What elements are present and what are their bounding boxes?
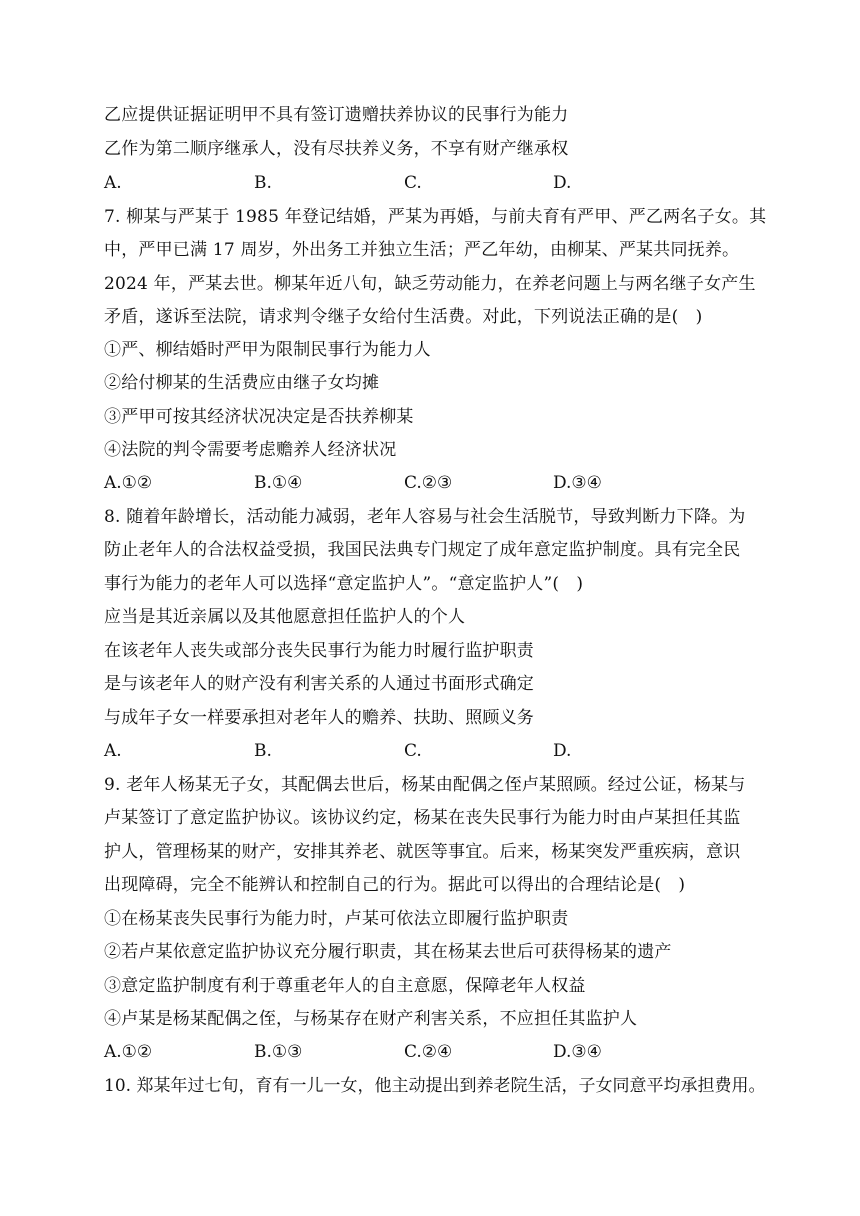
q9-option-d[interactable]: D.③④ xyxy=(553,1042,602,1062)
q7-option-d[interactable]: D.③④ xyxy=(553,473,602,493)
q7-options xyxy=(104,466,744,500)
q9-stem-line-2: 卢某签订了意定监护协议。该协议约定，杨某在丧失民事行为能力时由卢某担任其监 xyxy=(104,808,741,828)
q9-stem-line-1: 9. 老年人杨某无子女，其配偶去世后，杨某由配偶之侄卢某照顾。经过公证，杨某与 xyxy=(104,775,746,795)
q8-item-1: 应当是其近亲属以及其他愿意担任监护人的个人 xyxy=(104,607,466,627)
q8-option-a[interactable]: A. xyxy=(104,741,122,761)
q7-stem-line-3: 2024 年，严某去世。柳某年近八旬，缺乏劳动能力，在养老问题上与两名继子女产生 xyxy=(104,274,756,294)
q9-option-c[interactable]: C.②④ xyxy=(404,1042,453,1062)
q7-item-3: ③严甲可按其经济状况决定是否扶养柳某 xyxy=(104,407,414,427)
q6-options xyxy=(104,166,744,200)
q7-stem-line-2: 中，严甲已满 17 周岁，外出务工并独立生活；严乙年幼，由柳某、严某共同抚养。 xyxy=(104,240,740,260)
q9-stem-line-4: 出现障碍，完全不能辨认和控制自己的行为。据此可以得出的合理结论是( ) xyxy=(104,875,686,895)
q7-item-2: ②给付柳某的生活费应由继子女均摊 xyxy=(104,373,380,393)
q8-options xyxy=(104,734,744,768)
q7-option-a[interactable]: A.①② xyxy=(104,473,153,493)
q6-option-c[interactable]: C. xyxy=(404,173,422,193)
q6-option-a[interactable]: A. xyxy=(104,173,122,193)
q6-option-b[interactable]: B. xyxy=(254,173,272,193)
q9-item-4: ④卢某是杨某配偶之侄，与杨某存在财产利害关系，不应担任其监护人 xyxy=(104,1009,638,1029)
q8-item-2: 在该老年人丧失或部分丧失民事行为能力时履行监护职责 xyxy=(104,641,534,661)
q7-item-4: ④法院的判令需要考虑赡养人经济状况 xyxy=(104,440,397,460)
q7-option-b[interactable]: B.①④ xyxy=(254,473,303,493)
q9-item-1: ①在杨某丧失民事行为能力时，卢某可依法立即履行监护职责 xyxy=(104,909,569,929)
q6-item-3: 乙应提供证据证明甲不具有签订遗赠扶养协议的民事行为能力 xyxy=(104,105,569,125)
q9-option-b[interactable]: B.①③ xyxy=(254,1042,303,1062)
q8-item-3: 是与该老年人的财产没有利害关系的人通过书面形式确定 xyxy=(104,674,534,694)
q7-item-1: ①严、柳结婚时严甲为限制民事行为能力人 xyxy=(104,340,431,360)
q7-stem-line-1: 7. 柳某与严某于 1985 年登记结婚，严某为再婚，与前夫育有严甲、严乙两名子女。其 xyxy=(104,207,767,227)
q9-item-3: ③意定监护制度有利于尊重老年人的自主意愿，保障老年人权益 xyxy=(104,976,586,996)
q8-option-c[interactable]: C. xyxy=(404,741,422,761)
q8-stem-line-1: 8. 随着年龄增长，活动能力减弱，老年人容易与社会生活脱节，导致判断力下降。为 xyxy=(104,507,746,527)
q10-stem-line-1: 10. 郑某年过七旬，育有一儿一女，他主动提出到养老院生活，子女同意平均承担费用。 xyxy=(104,1076,766,1096)
q8-stem-line-2: 防止老年人的合法权益受损，我国民法典专门规定了成年意定监护制度。具有完全民 xyxy=(104,540,741,560)
q9-item-2: ②若卢某依意定监护协议充分履行职责，其在杨某去世后可获得杨某的遗产 xyxy=(104,942,672,962)
q8-option-b[interactable]: B. xyxy=(254,741,272,761)
q9-options xyxy=(104,1035,744,1069)
q8-item-4: 与成年子女一样要承担对老年人的赡养、扶助、照顾义务 xyxy=(104,708,534,728)
q8-stem-line-3: 事行为能力的老年人可以选择“意定监护人”。“意定监护人”( ) xyxy=(104,574,584,594)
q6-option-d[interactable]: D. xyxy=(553,173,572,193)
q9-option-a[interactable]: A.①② xyxy=(104,1042,153,1062)
q9-stem-line-3: 护人，管理杨某的财产，安排其养老、就医等事宜。后来，杨某突发严重疾病，意识 xyxy=(104,842,741,862)
q8-option-d[interactable]: D. xyxy=(553,741,572,761)
q7-stem-line-4: 矛盾，遂诉至法院，请求判令继子女给付生活费。对此，下列说法正确的是( ) xyxy=(104,307,703,327)
q7-option-c[interactable]: C.②③ xyxy=(404,473,453,493)
q6-item-4: 乙作为第二顺序继承人，没有尽扶养义务，不享有财产继承权 xyxy=(104,139,569,159)
